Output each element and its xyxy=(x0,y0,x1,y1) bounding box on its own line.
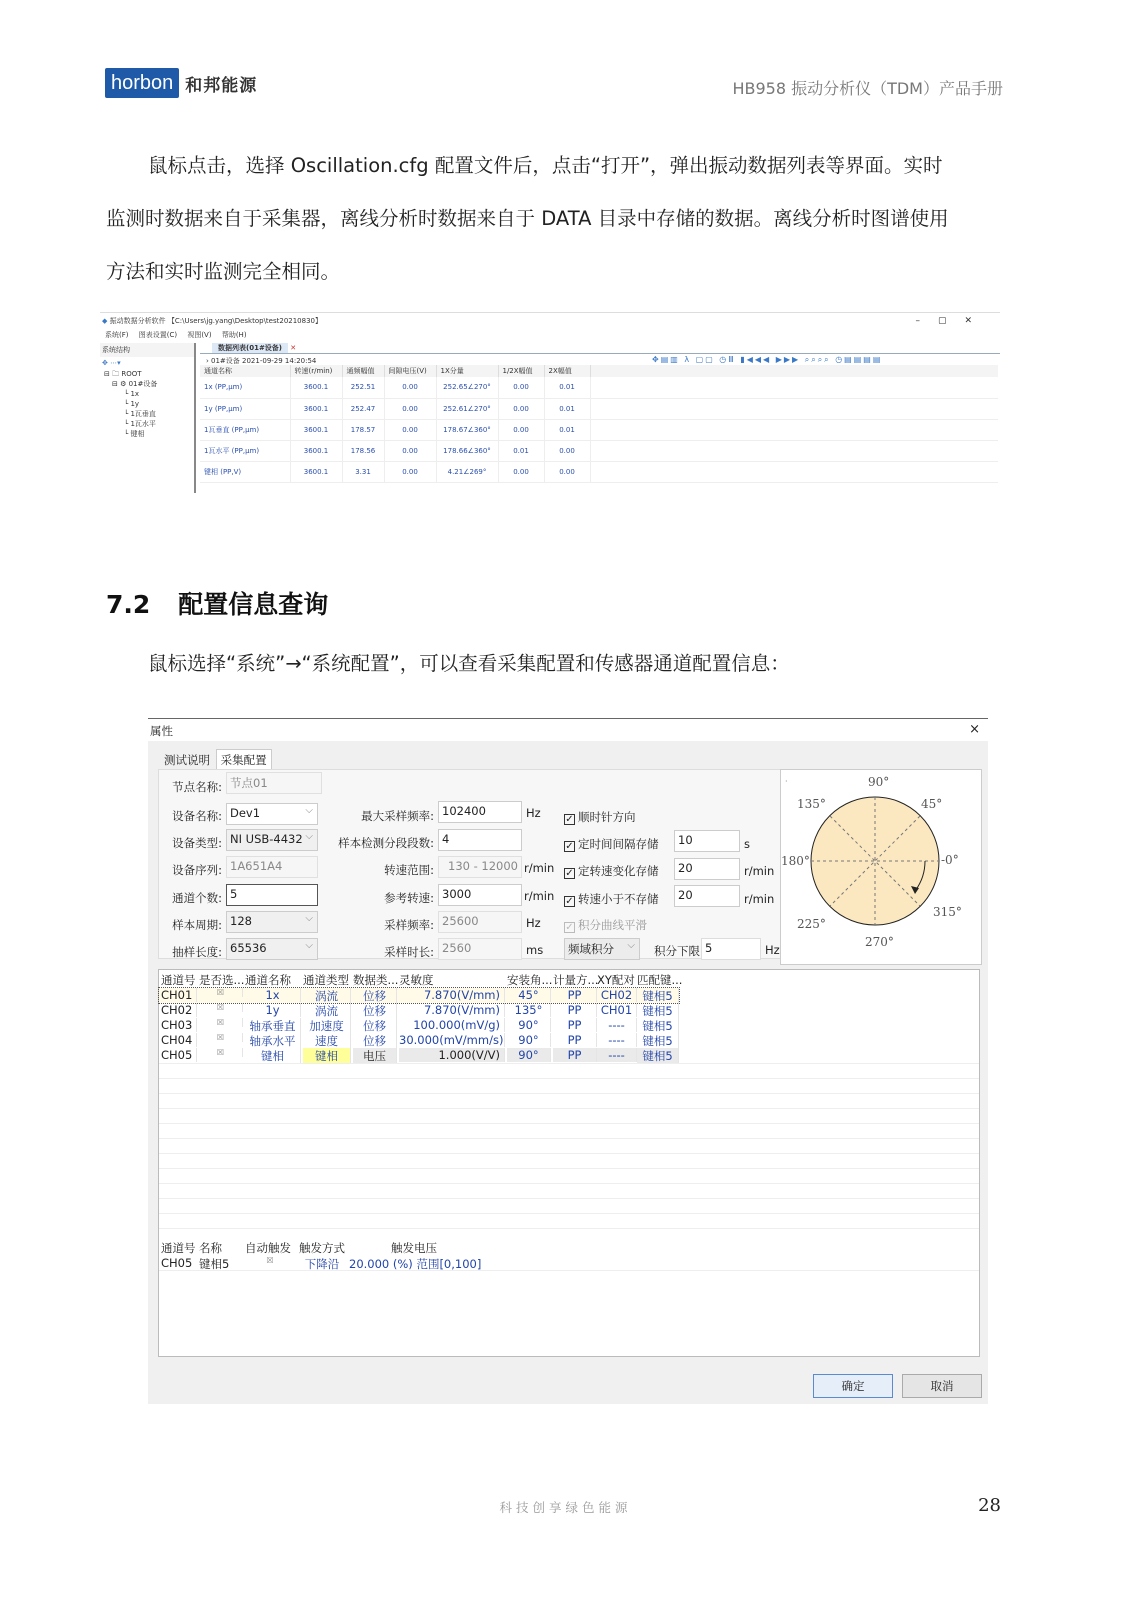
channel-column-header[interactable]: 灵敏度 xyxy=(399,973,434,987)
table-cell: 3600.1 xyxy=(290,419,342,440)
table-cell: 0.00 xyxy=(384,398,436,419)
channel-row[interactable] xyxy=(159,1003,679,1018)
dial-label: -0° xyxy=(941,853,959,867)
channel-cell: 轴承垂直 xyxy=(245,1018,301,1034)
sample-time-label: 采样时长: xyxy=(384,945,434,959)
grid-line xyxy=(159,1198,979,1199)
close-icon[interactable]: × xyxy=(969,722,980,737)
channel-cell: PP xyxy=(553,988,597,1002)
channel-cell: ☒ xyxy=(199,1033,243,1042)
channel-count-label: 通道个数: xyxy=(172,891,222,905)
tree-node[interactable]: └ 1x xyxy=(124,390,140,398)
speed-range-field[interactable]: 130 - 12000 xyxy=(438,856,522,878)
integral-low-unit: Hz xyxy=(765,943,780,957)
logo-text: horbon xyxy=(105,68,179,98)
column-header: 通频幅值 xyxy=(342,365,384,377)
device-serial-label: 设备序列: xyxy=(172,863,222,877)
table-cell: 252.61∠270° xyxy=(436,398,498,419)
channel-cell: CH01 xyxy=(597,1003,637,1017)
channel-cell: 轴承水平 xyxy=(245,1033,301,1049)
channel-cell: PP xyxy=(553,1003,597,1017)
ok-button[interactable]: 确定 xyxy=(813,1374,893,1398)
table-row[interactable] xyxy=(200,440,998,461)
trigger-cell: 键相5 xyxy=(199,1257,230,1271)
sample-time-unit: ms xyxy=(526,943,544,957)
channel-row[interactable] xyxy=(159,1033,679,1048)
channel-cell: ---- xyxy=(597,1048,637,1062)
speed-low-field[interactable]: 20 xyxy=(674,885,740,907)
table-row[interactable] xyxy=(200,419,998,440)
table-cell: 0.00 xyxy=(544,461,590,482)
channel-cell: ---- xyxy=(597,1033,637,1047)
channel-cell: 速度 xyxy=(303,1033,351,1049)
channel-column-header[interactable]: 数据类... xyxy=(353,973,399,987)
channel-cell: PP xyxy=(553,1033,597,1047)
dial-label: 90° xyxy=(868,775,890,789)
table-cell: 0.01 xyxy=(544,377,590,398)
channel-column-header[interactable]: 匹配键... xyxy=(637,973,683,987)
channel-cell: 1y xyxy=(245,1003,301,1017)
table-cell: 1瓦水平 (PP,μm) xyxy=(200,440,290,461)
table-cell: 178.66∠360° xyxy=(436,440,498,461)
channel-cell: 7.870(V/mm) xyxy=(399,988,505,1002)
channel-column-header[interactable]: 通道名称 xyxy=(245,973,291,987)
channel-cell: CH04 xyxy=(161,1033,197,1047)
sample-period-select[interactable]: 128 ⌵ xyxy=(226,911,318,933)
checkmark-icon: ✓ xyxy=(565,868,574,879)
grid-line xyxy=(159,1108,979,1109)
para-line: 监测时数据来自于采集器，离线分析时数据来自于 DATA 目录中存储的数据。离线分析时图谱使用 xyxy=(106,207,949,230)
channel-grid-header xyxy=(159,972,979,987)
dial-label: 45° xyxy=(921,797,943,811)
menu-item[interactable]: 图表设置(C) xyxy=(138,331,178,339)
channel-cell: 135° xyxy=(507,1003,551,1017)
dial-label: 135° xyxy=(797,797,826,811)
device-name-select[interactable]: Dev1 ⌵ xyxy=(226,803,318,825)
speed-range-label: 转速范围: xyxy=(384,863,434,877)
table-header-row xyxy=(200,365,998,377)
sample-rate-label: 采样频率: xyxy=(384,918,434,932)
tree-node[interactable]: └ 1瓦水平 xyxy=(124,420,156,428)
channel-cell: 键相 xyxy=(245,1048,301,1064)
integral-mode-select[interactable]: 频域积分 ⌵ xyxy=(564,938,640,960)
trigger-column-header[interactable]: 触发电压 xyxy=(391,1241,437,1255)
tab-strip xyxy=(200,343,1000,354)
table-filler-cell xyxy=(590,398,998,419)
smooth-checkbox[interactable]: ✓ 积分曲线平滑 xyxy=(565,918,647,933)
tab-strip xyxy=(162,749,272,769)
checkmark-icon: ✓ xyxy=(565,922,574,933)
table-filler-cell xyxy=(590,377,998,398)
device-name-label: 设备名称: xyxy=(172,809,222,823)
max-rate-unit: Hz xyxy=(526,806,541,820)
channel-cell: 位移 xyxy=(353,1033,397,1049)
dialog-title: 属性 xyxy=(150,724,173,738)
channel-cell: ☒ xyxy=(199,1048,243,1057)
table-cell: 0.00 xyxy=(498,461,544,482)
channel-cell: 涡流 xyxy=(303,1003,351,1019)
table-cell: 1瓦垂直 (PP,μm) xyxy=(200,419,290,440)
trigger-cell: 下降沿 xyxy=(304,1257,340,1271)
column-header: 转速(r/min) xyxy=(290,365,342,377)
grid-line xyxy=(159,1183,979,1184)
channel-count-field[interactable]: 5 xyxy=(226,884,318,906)
device-type-label: 设备类型: xyxy=(172,836,222,850)
table-cell: 178.56 xyxy=(342,440,384,461)
grid-line xyxy=(159,1093,979,1094)
column-filler xyxy=(590,365,998,377)
channel-cell: CH02 xyxy=(597,988,637,1002)
channel-cell: 键相5 xyxy=(637,1048,679,1064)
app-titlebar xyxy=(100,316,1000,328)
company-logo xyxy=(105,68,257,98)
table-cell: 1y (PP,μm) xyxy=(200,398,290,419)
channel-cell: 100.000(mV/g) xyxy=(399,1018,505,1032)
table-filler-cell xyxy=(590,461,998,482)
trigger-row[interactable] xyxy=(159,1256,979,1271)
speed-low-unit: r/min xyxy=(744,892,775,906)
table-cell: 3600.1 xyxy=(290,440,342,461)
table-cell: 3600.1 xyxy=(290,377,342,398)
table-row[interactable] xyxy=(200,461,998,482)
table-cell: 178.57 xyxy=(342,419,384,440)
tab-close-icon[interactable]: ✕ xyxy=(290,344,297,352)
para-line: 鼠标选择“系统”→“系统配置”，可以查看采集配置和传感器通道配置信息： xyxy=(148,652,790,675)
dialog-titlebar xyxy=(148,719,988,741)
table-cell: 3.31 xyxy=(342,461,384,482)
channel-cell: ☒ xyxy=(199,1018,243,1027)
svg-text:·: · xyxy=(785,777,788,786)
para-line: 鼠标点击，选择 Oscillation.cfg 配置文件后，点击“打开”，弹出振动数据列表等界面。实时 xyxy=(148,154,943,177)
tab-acquisition-config[interactable]: 采集配置 xyxy=(216,749,272,770)
tree-node[interactable]: └ 键相 xyxy=(124,430,145,438)
grid-line xyxy=(159,1138,979,1139)
menubar xyxy=(105,330,255,340)
channel-column-header[interactable]: 是否选... xyxy=(199,973,245,987)
table-cell: 0.01 xyxy=(544,398,590,419)
table-cell: 键相 (PP,V) xyxy=(200,461,290,482)
grid-line xyxy=(159,1123,979,1124)
channel-cell: 键相5 xyxy=(637,1003,679,1019)
channel-cell: 涡流 xyxy=(303,988,351,1004)
grid-line xyxy=(159,1213,979,1214)
channel-column-header[interactable]: 通道类型 xyxy=(303,973,349,987)
table-cell: 0.00 xyxy=(384,419,436,440)
channel-cell: 45° xyxy=(507,988,551,1002)
max-rate-field[interactable]: 102400 xyxy=(438,801,522,823)
speed-range-unit: r/min xyxy=(524,861,555,875)
channel-cell: ---- xyxy=(597,1018,637,1032)
trigger-cell: CH05 xyxy=(161,1256,193,1270)
channel-cell: 7.870(V/mm) xyxy=(399,1003,505,1017)
channel-cell: 1.000(V/V) xyxy=(399,1048,505,1062)
channel-column-header[interactable]: 计量方... xyxy=(553,973,599,987)
table-cell: 0.00 xyxy=(384,440,436,461)
sample-rate-field[interactable]: 25600 xyxy=(438,911,522,933)
channel-cell: PP xyxy=(553,1048,597,1062)
channel-cell: 1x xyxy=(245,988,301,1002)
properties-dialog xyxy=(148,718,988,1404)
trigger-cell: ☒ xyxy=(266,1256,274,1265)
column-header: 1X分量 xyxy=(436,365,498,377)
grid-line xyxy=(159,1063,979,1064)
channel-cell: 位移 xyxy=(353,1003,397,1019)
table-cell: 252.65∠270° xyxy=(436,377,498,398)
cancel-button[interactable]: 取消 xyxy=(902,1374,982,1398)
table-filler-cell xyxy=(590,419,998,440)
tab-data-list[interactable]: 数据列表(01#设备) xyxy=(212,343,288,353)
column-header: 2X幅值 xyxy=(544,365,590,377)
dial-label: 315° xyxy=(933,905,962,919)
checkmark-icon: ✓ xyxy=(565,896,574,907)
timed-store-field[interactable]: 10 xyxy=(674,830,740,852)
system-tree-panel xyxy=(100,343,196,493)
doc-title: HB958 振动分析仪（TDM）产品手册 xyxy=(732,79,1003,98)
channel-cell: 电压 xyxy=(353,1048,397,1064)
channel-row[interactable] xyxy=(159,1048,679,1063)
sample-rate-unit: Hz xyxy=(526,916,541,930)
logo-cn: 和邦能源 xyxy=(185,75,258,96)
channel-grid xyxy=(158,969,980,1357)
table-cell: 3600.1 xyxy=(290,398,342,419)
table-cell: 1x (PP,μm) xyxy=(200,377,290,398)
channel-row[interactable] xyxy=(159,988,679,1003)
tab-test-description[interactable]: 测试说明 xyxy=(164,753,210,767)
data-table xyxy=(200,365,1000,483)
angle-dial[interactable] xyxy=(781,770,981,964)
grid-line xyxy=(159,1078,979,1079)
channel-cell: CH03 xyxy=(161,1018,197,1032)
channel-cell: CH05 xyxy=(161,1048,197,1062)
table-cell: 4.21∠269° xyxy=(436,461,498,482)
integral-low-label: 积分下限 xyxy=(654,944,700,958)
speed-low-checkbox[interactable]: ✓ 转速小于不存储 xyxy=(565,892,659,907)
device-type-select[interactable]: NI USB-4432 ⌵ xyxy=(226,829,318,851)
channel-cell: 30.000(mV/mm/s) xyxy=(399,1033,504,1047)
channel-cell: 键相5 xyxy=(637,1033,679,1049)
column-header: 间隙电压(V) xyxy=(384,365,436,377)
device-serial-field[interactable]: 1A651A4 xyxy=(226,856,318,878)
section-title: 配置信息查询 xyxy=(178,590,329,619)
grid-line xyxy=(159,1168,979,1169)
checkmark-icon: ✓ xyxy=(565,841,574,852)
channel-cell: 键相 xyxy=(303,1048,351,1064)
footer-slogan: 科技创享绿色能源 xyxy=(499,1500,632,1515)
channel-column-header[interactable]: XY配对 xyxy=(597,973,635,987)
channel-cell: ☒ xyxy=(199,1003,243,1012)
table-row[interactable] xyxy=(200,377,998,398)
channel-cell: PP xyxy=(553,1018,597,1032)
table-cell: 0.00 xyxy=(544,440,590,461)
channel-column-header[interactable]: 通道号 xyxy=(161,973,196,987)
tree-node[interactable]: ⊟ ⚙ 01#设备 xyxy=(112,380,158,388)
breadcrumb: › 01#设备 2021-09-29 14:20:54 xyxy=(206,357,317,365)
speed-change-unit: r/min xyxy=(744,864,775,878)
ref-speed-label: 参考转速: xyxy=(384,891,434,905)
integral-low-field[interactable]: 5 xyxy=(701,938,761,960)
channel-cell: ☒ xyxy=(199,988,243,997)
node-name-field[interactable]: 节点01 xyxy=(226,772,322,794)
trigger-grid-header xyxy=(159,1240,979,1255)
trigger-cell: 20.000 (%) 范围[0,100] xyxy=(349,1257,482,1271)
trigger-column-header[interactable]: 名称 xyxy=(199,1241,222,1255)
app-icon: ◆ xyxy=(102,317,108,325)
trigger-column-header[interactable]: 触发方式 xyxy=(299,1241,345,1255)
speed-change-checkbox[interactable]: ✓ 定转速变化存储 xyxy=(565,864,659,879)
checkmark-icon: ✓ xyxy=(565,814,574,825)
clockwise-checkbox[interactable]: ✓ 顺时针方向 xyxy=(565,810,636,825)
menu-item[interactable]: 系统(F) xyxy=(105,331,129,339)
para-line: 方法和实时监测完全相同。 xyxy=(106,260,341,283)
table-cell: 0.00 xyxy=(498,419,544,440)
angle-dial-panel xyxy=(780,769,982,965)
channel-cell: CH01 xyxy=(161,988,197,1002)
table-cell: 0.01 xyxy=(498,440,544,461)
section-heading xyxy=(106,585,328,621)
menu-item[interactable]: 帮助(H) xyxy=(221,331,247,339)
table-cell: 252.51 xyxy=(342,377,384,398)
data-list-screenshot xyxy=(100,312,1000,492)
window-controls[interactable]: –▢✕ xyxy=(915,316,990,326)
timed-store-checkbox[interactable]: ✓ 定时间间隔存储 xyxy=(565,837,659,852)
timed-store-unit: s xyxy=(744,837,750,851)
table-cell: 178.67∠360° xyxy=(436,419,498,440)
tree-node[interactable]: └ 1y xyxy=(124,400,140,408)
max-rate-label: 最大采样频率: xyxy=(361,809,434,823)
grid-line xyxy=(159,1228,979,1229)
menu-item[interactable]: 视图(V) xyxy=(187,331,212,339)
tree-node[interactable]: └ 1瓦垂直 xyxy=(124,410,156,418)
chart-toolbar[interactable]: ✥▤▥ λ ▢▢ ◷Ⅲ ▮◀◀◀ ▶▶▶ ⌕⌕⌕⌕ ◷▤▤▤▤ xyxy=(652,355,883,364)
dial-label: 180° xyxy=(781,854,810,868)
table-cell: 3600.1 xyxy=(290,461,342,482)
trigger-column-header[interactable]: 通道号 xyxy=(161,1241,196,1255)
speed-change-field[interactable]: 20 xyxy=(674,858,740,880)
table-cell: 0.00 xyxy=(498,377,544,398)
table-cell: 0.00 xyxy=(384,377,436,398)
segments-label: 样本检测分段段数: xyxy=(338,836,434,850)
tree xyxy=(100,369,194,439)
channel-column-header[interactable]: 安装角... xyxy=(507,973,553,987)
column-header: 1/2X幅值 xyxy=(498,365,544,377)
table-row[interactable] xyxy=(200,398,998,419)
panel-title: 系统结构 xyxy=(100,343,194,357)
table-filler-cell xyxy=(590,440,998,461)
segments-field[interactable]: 4 xyxy=(438,829,522,851)
ref-speed-field[interactable]: 3000 xyxy=(438,884,522,906)
table-cell: 0.00 xyxy=(384,461,436,482)
node-name-label: 节点名称: xyxy=(172,780,222,794)
dial-label: 225° xyxy=(797,917,826,931)
sample-period-label: 样本周期: xyxy=(172,918,222,932)
app-title: 振动数据分析软件 【C:\Users\jg.yang\Desktop\test20210830】 xyxy=(109,317,322,325)
table-cell: 0.01 xyxy=(544,419,590,440)
channel-cell: 键相5 xyxy=(637,1018,679,1034)
channel-cell: 90° xyxy=(507,1018,551,1032)
page-number: 28 xyxy=(978,1495,1001,1516)
channel-cell: 键相5 xyxy=(637,988,679,1004)
channel-cell: 90° xyxy=(507,1048,551,1062)
sample-length-label: 抽样长度: xyxy=(172,945,222,959)
table-cell: 0.00 xyxy=(498,398,544,419)
ref-speed-unit: r/min xyxy=(524,889,555,903)
sample-length-select[interactable]: 65536 ⌵ xyxy=(226,938,318,960)
channel-cell: 90° xyxy=(507,1033,551,1047)
channel-cell: 位移 xyxy=(353,1018,397,1034)
section-number: 7.2 xyxy=(106,590,151,619)
channel-row[interactable] xyxy=(159,1018,679,1033)
tree-node[interactable]: ⊟ 🗀 ROOT xyxy=(104,370,142,378)
trigger-column-header[interactable]: 自动触发 xyxy=(245,1241,291,1255)
grid-line xyxy=(159,1153,979,1154)
column-header: 通道名称 xyxy=(200,365,290,377)
channel-cell: 位移 xyxy=(353,988,397,1004)
panel-toolbar: ✥ ⋯▾ xyxy=(102,359,121,367)
channel-cell: 加速度 xyxy=(303,1018,351,1034)
sample-time-field[interactable]: 2560 xyxy=(438,938,522,960)
dial-label: 270° xyxy=(865,935,894,949)
channel-cell: CH02 xyxy=(161,1003,197,1017)
table-cell: 252.47 xyxy=(342,398,384,419)
